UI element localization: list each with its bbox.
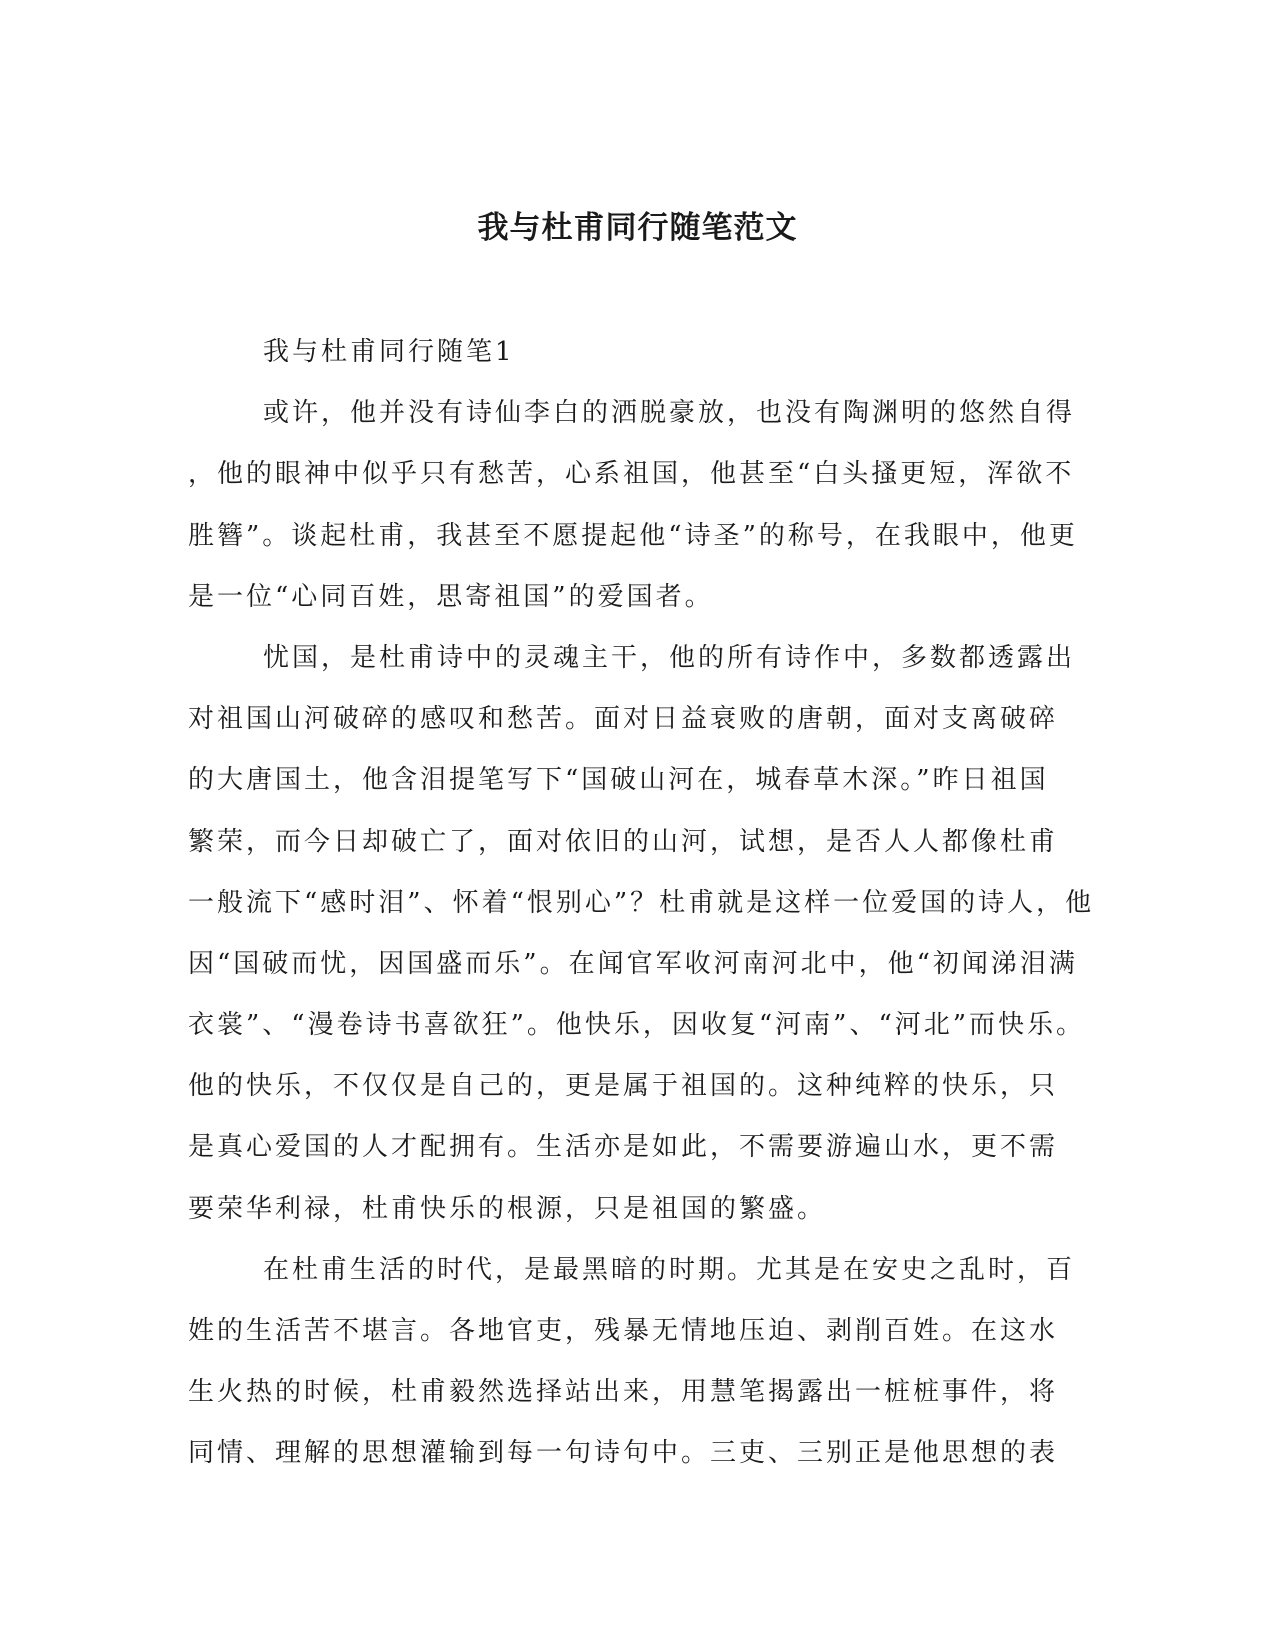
- text-line: ，他的眼神中似乎只有愁苦，心系祖国，他甚至“白头搔更短，浑欲不: [188, 459, 1075, 490]
- text-line: 是一位“心同百姓，思寄祖国”的爱国者。: [188, 581, 714, 612]
- document-title: 我与杜甫同行随笔范文: [477, 210, 798, 246]
- text-line: 在杜甫生活的时代，是最黑暗的时期。尤其是在安史之乱时，百: [263, 1254, 1076, 1285]
- text-line: 衣裳”、“漫卷诗书喜欲狂”。他快乐，因收复“河南”、“河北”而快乐。: [188, 1010, 1086, 1041]
- text-line: 他的快乐，不仅仅是自己的，更是属于祖国的。这种纯粹的快乐，只: [188, 1071, 1059, 1102]
- text-line: 我与杜甫同行随笔1: [263, 337, 515, 367]
- text-line: 是真心爱国的人才配拥有。生活亦是如此，不需要游遍山水，更不需: [188, 1132, 1059, 1163]
- text-line: 胜簪”。谈起杜甫，我甚至不愿提起他“诗圣”的称号，在我眼中，他更: [188, 520, 1078, 551]
- text-line: 一般流下“感时泪”、怀着“恨别心”？杜甫就是这样一位爱国的诗人，他: [188, 887, 1095, 918]
- text-line: 对祖国山河破碎的感叹和愁苦。面对日益衰败的唐朝，面对支离破碎: [188, 704, 1059, 735]
- text-line: 生火热的时候，杜甫毅然选择站出来，用慧笔揭露出一桩桩事件，将: [188, 1377, 1059, 1408]
- text-line: 的大唐国土，他含泪提笔写下“国破山河在，城春草木深。”昨日祖国: [188, 765, 1049, 796]
- text-line: 忧国，是杜甫诗中的灵魂主干，他的所有诗作中，多数都透露出: [263, 642, 1076, 673]
- text-line: 姓的生活苦不堪言。各地官吏，残暴无情地压迫、剥削百姓。在这水: [188, 1316, 1059, 1346]
- text-line: 要荣华利禄，杜甫快乐的根源，只是祖国的繁盛。: [188, 1193, 827, 1224]
- text-line: 繁荣，而今日却破亡了，面对依旧的山河，试想，是否人人都像杜甫: [188, 826, 1059, 857]
- text-line: 或许，他并没有诗仙李白的洒脱豪放，也没有陶渊明的悠然自得: [263, 398, 1076, 429]
- text-line: 同情、理解的思想灌输到每一句诗句中。三吏、三别正是他思想的表: [188, 1438, 1059, 1469]
- text-line: 因“国破而忧，因国盛而乐”。在闻官军收河南河北中，他“初闻涕泪满: [188, 948, 1078, 979]
- document-body: [188, 322, 1095, 1485]
